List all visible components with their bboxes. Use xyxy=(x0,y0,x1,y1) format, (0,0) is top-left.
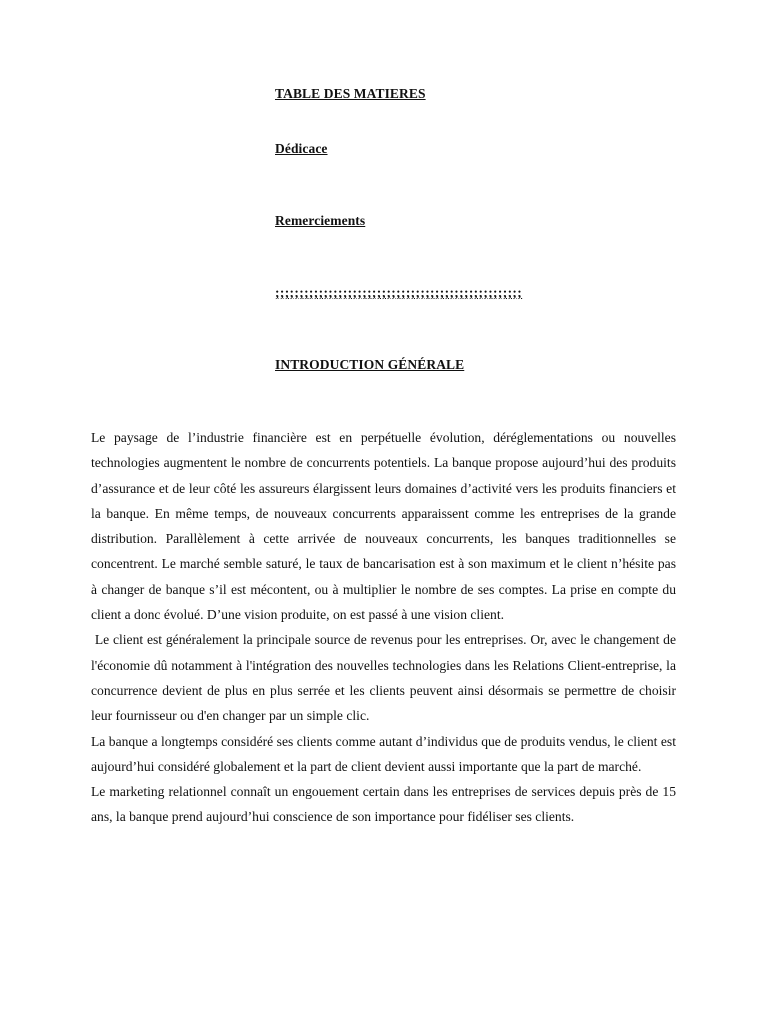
paragraph-2: Le client est généralement la principale source de revenus pour les entreprises. Or, avec le changement de l'économie dû notamment à l'intégration des nouvelles technologies dans les Relations Client-entreprise, la concurrence devient de plus en plus serrée et les clients peuvent ainsi désormais se permettre de choisir leur fournisseur ou d'en changer par un simple clic. xyxy=(91,632,680,724)
introduction-heading: INTRODUCTION GÉNÉRALE xyxy=(275,357,465,372)
paragraph-1: Le paysage de l’industrie financière est en perpétuelle évolution, déréglementations ou nouvelles technologies augmentent le nombre de concurrents potentiels. La banque propose aujourd’hui des produits d’assurance et de leur côté les assureurs élargissent leurs domaines d’activité vers les produits financiers et la banque. En même temps, de nouveaux concurrents apparaissent comme les entreprises de la grande distribution. Parallèlement à cette arrivée de nouveaux concurrents, les banques traditionnelles se concentrent. Le marché semble saturé, le taux de bancarisation est à son maximum et le client n’hésite pas à changer de banque s’il est mécontent, ou à multiplier le nombre de ses comptes. La prise en compte du client a donc évolué. D’une vision produite, on est passé à une vision client. xyxy=(91,430,676,623)
paragraph-4: Le marketing relationnel connaît un engouement certain dans les entreprises de services depuis près de 15 ans, la banque prend aujourd’hui conscience de son importance pour fidéliser ses clients. xyxy=(91,784,676,825)
dedicace-heading: Dédicace xyxy=(275,141,328,156)
table-of-contents-title: TABLE DES MATIERES xyxy=(275,86,426,101)
paragraph-3: La banque a longtemps considéré ses clients comme autant d’individus que de produits vendus, le client est aujourd’hui considéré globalement et la part de client devient aussi importante que la part de marché. xyxy=(91,733,676,774)
remerciements-heading: Remerciements xyxy=(275,213,366,228)
introduction-body xyxy=(91,425,680,830)
dotted-separator: ;;;;;;;;;;;;;;;;;;;;;;;;;;;;;;;;;;;;;;;;;;;;;;;;;;; xyxy=(275,285,523,300)
